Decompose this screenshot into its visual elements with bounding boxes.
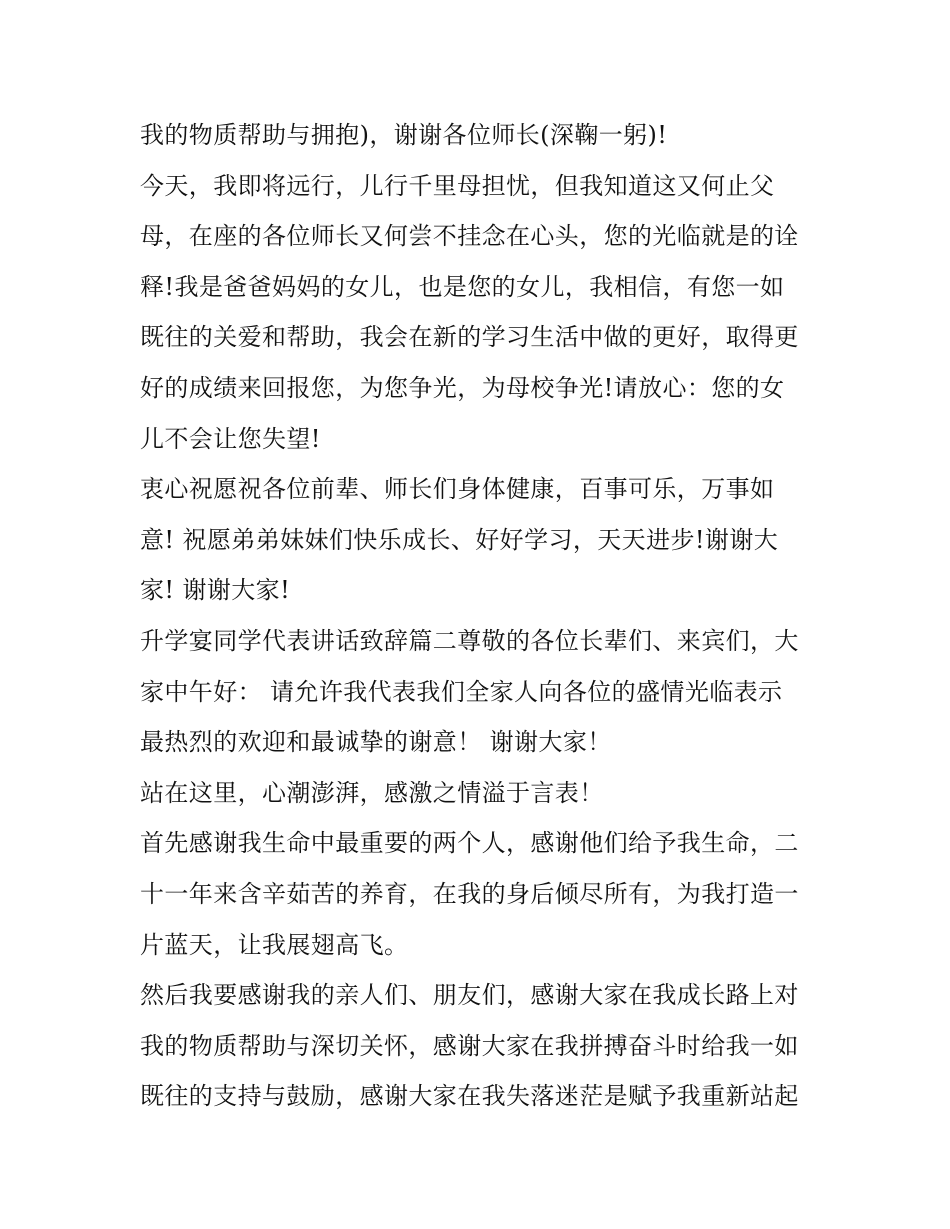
text-line: 意! 祝愿弟弟妹妹们快乐成长、好好学习，天天进步!谢谢大 [140, 525, 779, 554]
text-line: 站在这里，心潮澎湃，感激之情溢于言表！ [140, 778, 604, 807]
text-line: 既往的支持与鼓励，感谢大家在我失落迷茫是赋予我重新站起 [140, 1082, 799, 1111]
text-line: 首先感谢我生命中最重要的两个人，感谢他们给予我生命，二 [140, 829, 799, 858]
text-line: 今天，我即将远行，儿行千里母担忧，但我知道这又何止父 [140, 171, 775, 200]
document-body [140, 110, 820, 1122]
text-line: 释!我是爸爸妈妈的女儿，也是您的女儿，我相信，有您一如 [140, 272, 785, 301]
text-line: 家! 谢谢大家! [140, 576, 291, 605]
text-line: 然后我要感谢我的亲人们、朋友们，感谢大家在我成长路上对 [140, 981, 799, 1010]
text-line: 衷心祝愿祝各位前辈、师长们身体健康，百事可乐，万事如 [140, 475, 775, 504]
text-line: 最热烈的欢迎和最诚挚的谢意！ 谢谢大家！ [140, 728, 612, 757]
text-line: 既往的关爱和帮助，我会在新的学习生活中做的更好，取得更 [140, 323, 799, 352]
text-line: 我的物质帮助与深切关怀，感谢大家在我拼搏奋斗时给我一如 [140, 1031, 799, 1060]
text-line: 十一年来含辛茹苦的养育，在我的身后倾尽所有，为我打造一 [140, 879, 799, 908]
text-line: 我的物质帮助与拥抱)，谢谢各位师长(深鞠一躬)! [140, 121, 668, 149]
text-line: 升学宴同学代表讲话致辞篇二尊敬的各位长辈们、来宾们，大 [140, 626, 799, 655]
text-line: 家中午好： 请允许我代表我们全家人向各位的盛情光临表示 [140, 677, 783, 706]
text-line: 儿不会让您失望! [140, 424, 321, 453]
text-line: 母，在座的各位师长又何尝不挂念在心头，您的光临就是的诠 [140, 222, 799, 251]
text-line: 好的成绩来回报您，为您争光，为母校争光!请放心：您的女 [140, 373, 785, 402]
text-line: 片蓝天，让我展翅高飞。 [140, 930, 409, 959]
